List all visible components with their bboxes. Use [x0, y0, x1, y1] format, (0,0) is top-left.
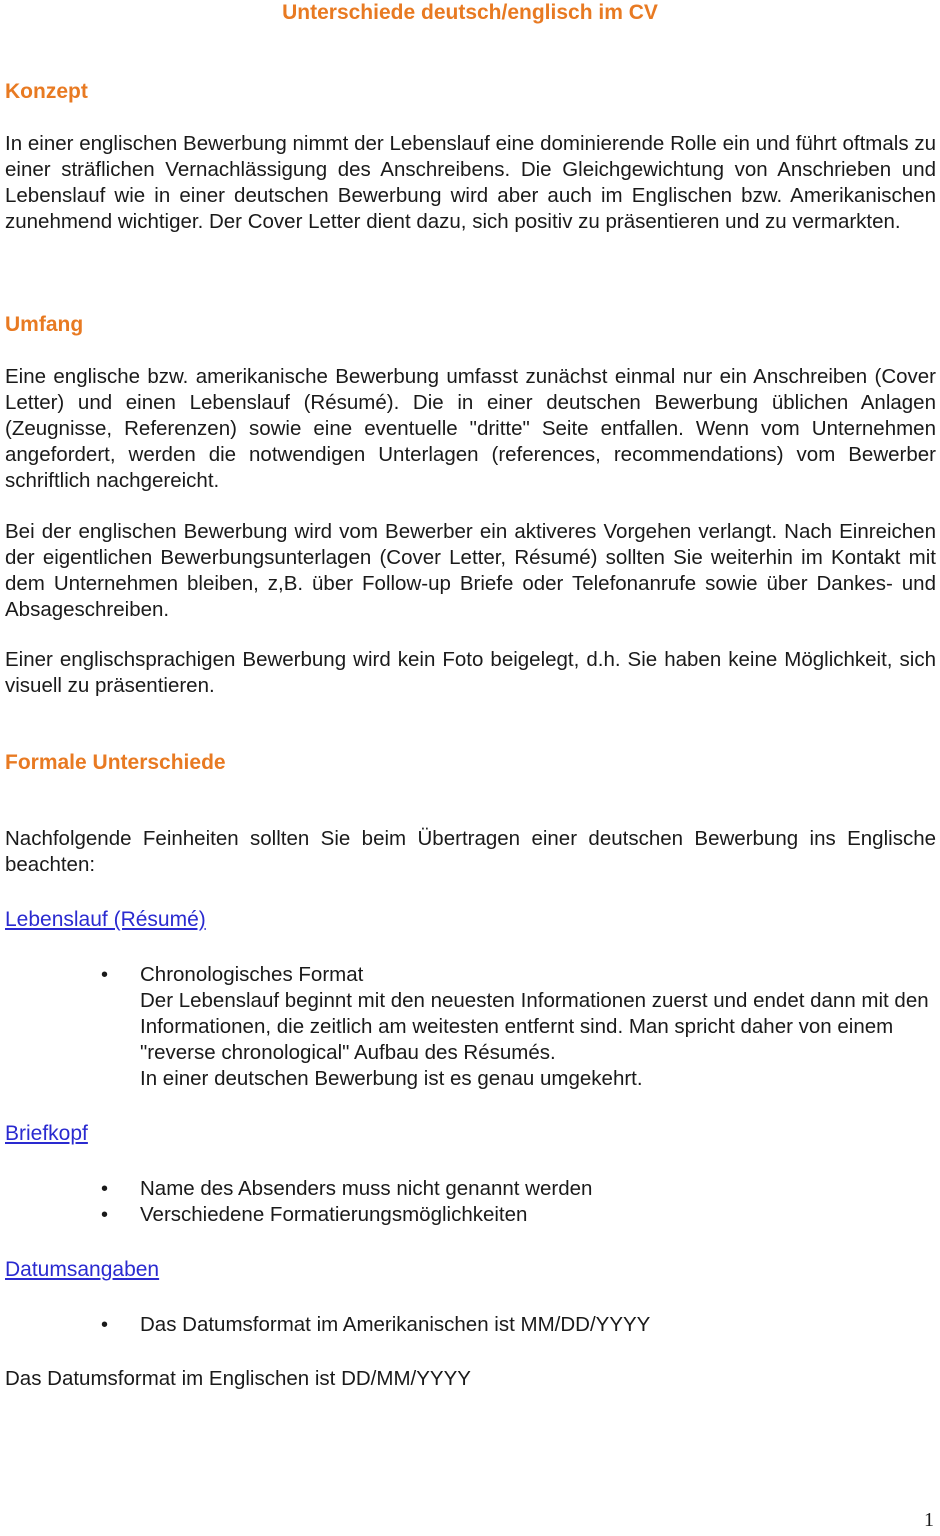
bullet-icon: • [101, 1178, 109, 1200]
section-heading-umfang: Umfang [5, 313, 84, 336]
konzept-paragraph: In einer englischen Bewerbung nimmt der Lebenslauf eine dominierende Rolle ein und führt oftmals zu einer sträflichen Vernachlässigung des Anschreibens. Die Gleichgewichtung von Anschrieben und Lebenslauf wie in einer deutschen Bewerbung wird aber auch im Englischen bzw. Amerikanischen zunehmend wichtiger. Der Cover Letter dient dazu, sich positiv zu präsentieren und zu vermarkten. [5, 132, 936, 233]
bullet-icon: • [101, 1314, 109, 1336]
list-item [0, 1312, 932, 1338]
list-item [0, 962, 932, 1092]
list-item [0, 1176, 932, 1202]
list-item [0, 1202, 932, 1228]
umfang-paragraph-2: Bei der englischen Bewerbung wird vom Bewerber ein aktiveres Vorgehen verlangt. Nach Einreichen der eigentlichen Bewerbungsunterlagen (Cover Letter, Résumé) sollten Sie weiterhin im Kontakt mit dem Unternehmen bleiben, z,B. über Follow-up Briefe oder Telefonanrufe sowie über Dankes- und Absageschreiben. [5, 520, 936, 621]
bullet-note: In einer deutschen Bewerbung ist es genau umgekehrt. [140, 1067, 643, 1090]
bullet-icon: • [101, 964, 109, 986]
bullet-text: Das Datumsformat im Amerikanischen ist MM/DD/YYYY [140, 1313, 651, 1336]
link-briefkopf[interactable]: Briefkopf [5, 1122, 88, 1145]
lebenslauf-bullet-list [0, 962, 940, 1092]
briefkopf-bullet-list [0, 1176, 940, 1228]
formale-intro-paragraph: Nachfolgende Feinheiten sollten Sie beim Übertragen einer deutschen Bewerbung ins Englische beachten: [5, 827, 936, 876]
bullet-text: Der Lebenslauf beginnt mit den neuesten Informationen zuerst und endet dann mit den Informationen, die zeitlich am weitesten entfernt sind. Man spricht daher von einem "reverse chronological" Aufbau des Résumés. [140, 989, 929, 1064]
bullet-text: Verschiedene Formatierungsmöglichkeiten [140, 1203, 528, 1226]
umfang-paragraph-1: Eine englische bzw. amerikanische Bewerbung umfasst zunächst einmal nur ein Anschreiben (Cover Letter) und einen Lebenslauf (Résumé). Die in einer deutschen Bewerbung üblichen Anlagen (Zeugnisse, Referenzen) sowie eine eventuelle "dritte" Seite entfallen. Wenn vom Unternehmen angefordert, werden die notwendigen Unterlagen (references, recommendations) vom Bewerber schriftlich nachgereicht. [5, 365, 936, 492]
bullet-icon: • [101, 1204, 109, 1226]
document-title: Unterschiede deutsch/englisch im CV [282, 1, 658, 24]
umfang-paragraph-3: Einer englischsprachigen Bewerbung wird kein Foto beigelegt, d.h. Sie haben keine Möglichkeit, sich visuell zu präsentieren. [5, 648, 936, 697]
datumsangaben-closing: Das Datumsformat im Englischen ist DD/MM/YYYY [5, 1367, 471, 1390]
page-number: 1 [924, 1509, 934, 1531]
section-heading-konzept: Konzept [5, 80, 88, 103]
link-lebenslauf[interactable]: Lebenslauf (Résumé) [5, 908, 206, 931]
datumsangaben-bullet-list [0, 1312, 940, 1338]
section-heading-formale-unterschiede: Formale Unterschiede [5, 751, 226, 774]
bullet-title: Chronologisches Format [140, 963, 364, 986]
bullet-text: Name des Absenders muss nicht genannt werden [140, 1177, 593, 1200]
link-datumsangaben[interactable]: Datumsangaben [5, 1258, 160, 1281]
